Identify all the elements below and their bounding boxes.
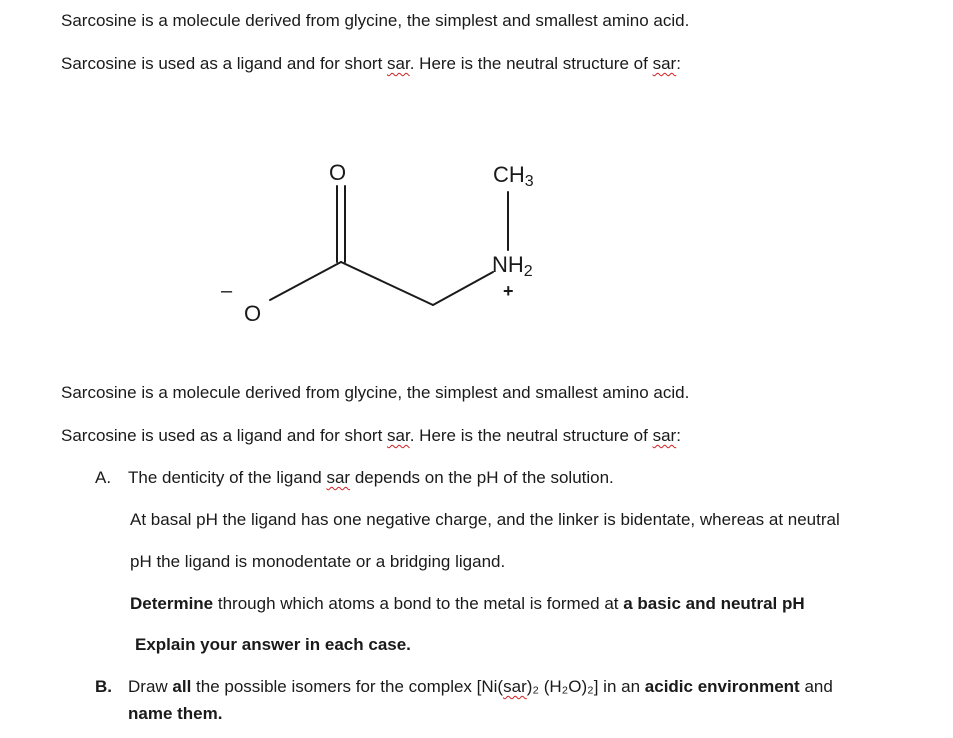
question-a-line-5: Explain your answer in each case. — [135, 635, 411, 654]
question-a-line-1: The denticity of the ligand sar depends on the pH of the solution. — [128, 468, 614, 487]
carbonyl-oxygen: O — [329, 160, 347, 185]
bond-c-ch2 — [341, 262, 433, 305]
question-a-line-2: At basal pH the ligand has one negative charge, and the linker is bidentate, whereas at neutral — [130, 510, 840, 529]
bond-o-c — [270, 262, 341, 300]
question-a-letter: A. — [95, 468, 112, 487]
sar-term: sar — [503, 677, 527, 696]
sar-term: sar — [652, 426, 677, 445]
question-b-letter: B. — [95, 677, 112, 696]
sar-term: sar — [326, 468, 351, 487]
question-a-line-3: pH the ligand is monodentate or a bridging ligand. — [130, 552, 506, 571]
sar-term: sar — [387, 54, 410, 73]
positive-charge: + — [503, 281, 514, 301]
repeat-line-2: Sarcosine is used as a ligand and for short sar. Here is the neutral structure of sar: — [61, 426, 681, 445]
question-b-line-2: name them. — [128, 704, 223, 723]
repeat-line-1: Sarcosine is a molecule derived from glycine, the simplest and smallest amino acid. — [61, 383, 690, 402]
intro-line-1: Sarcosine is a molecule derived from glycine, the simplest and smallest amino acid. — [61, 11, 690, 30]
negative-charge: – — [221, 280, 233, 302]
alkoxide-oxygen: O — [244, 301, 262, 326]
intro-line-2: Sarcosine is used as a ligand and for short sar. Here is the neutral structure of sar: — [61, 54, 681, 73]
bond-ch2-n — [433, 272, 493, 305]
question-b-line-1: Draw all the possible isomers for the complex [Ni(sar)₂ (H₂O)₂] in an acidic environment and — [128, 677, 833, 696]
sar-term: sar — [652, 54, 677, 73]
amine-group: NH2 — [492, 252, 533, 280]
question-a-line-4: Determine through which atoms a bond to the metal is formed at a basic and neutral pH — [130, 594, 805, 613]
sar-term: sar — [387, 426, 410, 445]
methyl-group: CH3 — [493, 162, 534, 190]
